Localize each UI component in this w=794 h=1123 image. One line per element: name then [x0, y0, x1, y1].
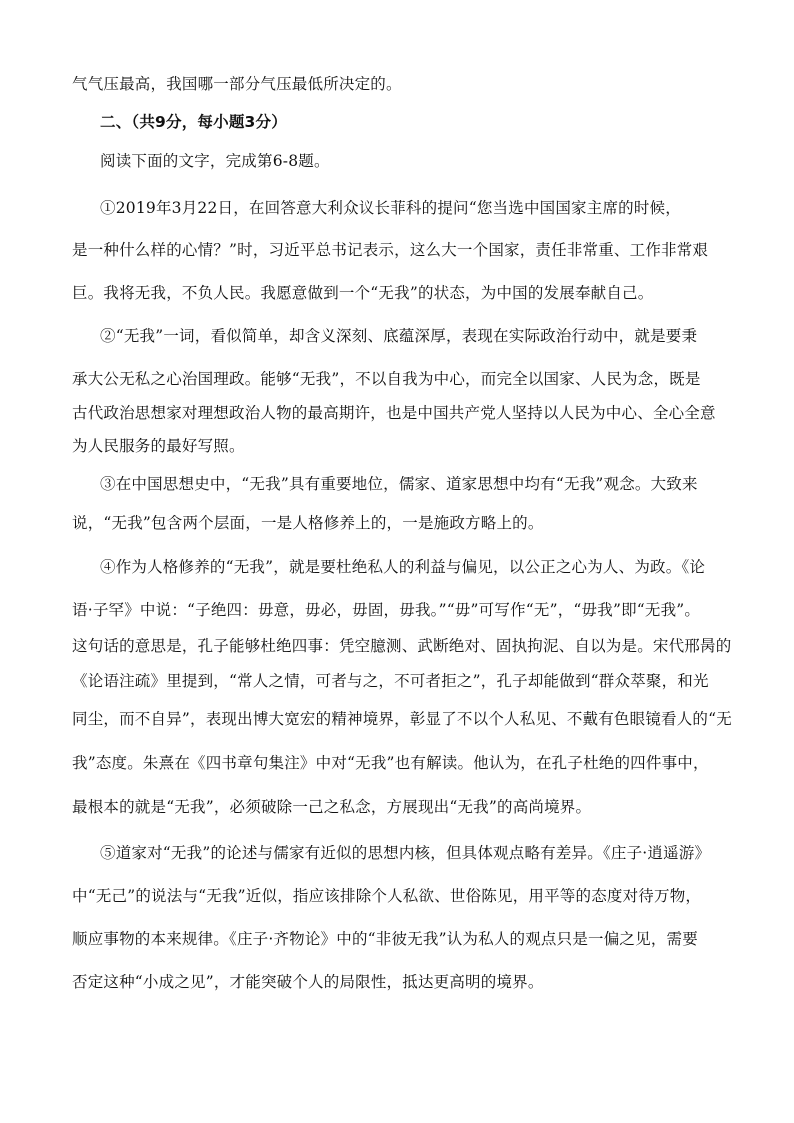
- paragraph-2-line-4: 为人民服务的最好写照。: [72, 437, 245, 455]
- paragraph-3-line-1: ③在中国思想史中，“无我”具有重要地位，儒家、道家思想中均有“无我”观念。大致来: [100, 475, 698, 493]
- paragraph-1-line-1: ①2019年3月22日，在回答意大利众议长菲科的提问“您当选中国国家主席的时候，: [100, 199, 681, 217]
- paragraph-5-line-1: ⑤道家对“无我”的论述与儒家有近似的思想内核，但具体观点略有差异。《庄子·逍遥游》: [100, 844, 711, 862]
- paragraph-4-line-3: 这句话的意思是，孔子能够杜绝四事：凭空臆测、武断绝对、固执拘泥、自以为是。宋代邢昺的: [72, 637, 732, 655]
- reading-instruction: 阅读下面的文字，完成第6-8题。: [100, 152, 330, 170]
- paragraph-5-line-3: 顺应事物的本来规律。《庄子·齐物论》中的“非彼无我”认为私人的观点只是一偏之见，需要: [72, 930, 698, 948]
- text-line-continuation: 气气压最高，我国哪一部分气压最低所决定的。: [72, 75, 402, 93]
- paragraph-4-line-6: 我”态度。朱熹在《四书章句集注》中对“无我”也有解读。他认为，在孔子杜绝的四件事中，: [72, 754, 709, 772]
- paragraph-2-line-2: 承大公无私之心治国理政。能够“无我”，不以自我为中心，而完全以国家、人民为念，既是: [72, 370, 701, 388]
- paragraph-3-line-2: 说，“无我”包含两个层面，一是人格修养上的，一是施政方略上的。: [72, 514, 544, 532]
- paragraph-4-line-4: 《论语注疏》里提到，“常人之情，可者与之，不可者拒之”，孔子却能做到“群众萃聚，和光: [72, 672, 709, 690]
- paragraph-1-line-3: 巨。我将无我，不负人民。我愿意做到一个“无我”的状态，为中国的发展奉献自己。: [72, 284, 654, 302]
- paragraph-5-line-2: 中“无己”的说法与“无我”近似，指应该排除个人私欲、世俗陈见，用平等的态度对待万物，: [72, 887, 702, 905]
- paragraph-4-line-7: 最根本的就是“无我”，必须破除一己之私念，方展现出“无我”的高尚境界。: [72, 798, 592, 816]
- paragraph-4-line-1: ④作为人格修养的“无我”，就是要杜绝私人的利益与偏见，以公正之心为人、为政。《论: [100, 558, 706, 576]
- paragraph-4-line-2: 语·子罕》中说：“子绝四：毋意，毋必，毋固，毋我。”“毋”可写作“无”，“毋我”即“无我”。: [72, 601, 701, 619]
- section-two-heading: 二、（共9分，每小题3分）: [100, 113, 287, 131]
- paragraph-5-line-4: 否定这种“小成之见”，才能突破个人的局限性，抵达更高明的境界。: [72, 973, 544, 991]
- paragraph-4-line-5: 同尘，而不自异”，表现出博大宽宏的精神境界，彰显了不以个人私见、不戴有色眼镜看人的“无: [72, 710, 732, 728]
- paragraph-1-line-2: 是一种什么样的心情？”时，习近平总书记表示，这么大一个国家，责任非常重、工作非常艰: [72, 241, 709, 259]
- paragraph-2-line-3: 古代政治思想家对理想政治人物的最高期许，也是中国共产党人坚持以人民为中心、全心全意: [72, 404, 716, 422]
- paragraph-2-line-1: ②“无我”一词，看似简单，却含义深刻、底蕴深厚，表现在实际政治行动中，就是要秉: [100, 327, 698, 345]
